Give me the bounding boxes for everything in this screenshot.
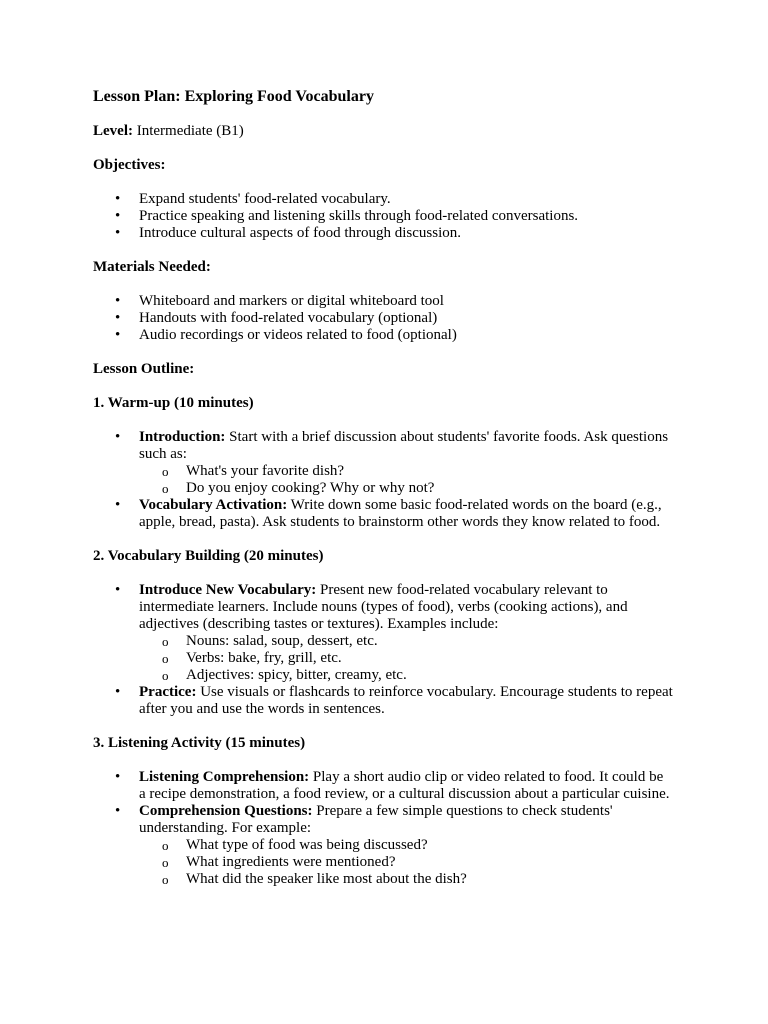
level-label: Level: xyxy=(93,123,133,139)
document-content xyxy=(93,86,673,905)
warmup-heading: 1. Warm-up (10 minutes) xyxy=(93,395,254,411)
sub-list-item: o Verbs: bake, fry, grill, etc. xyxy=(93,650,673,667)
outline-heading: Lesson Outline: xyxy=(93,361,195,377)
item-text: Play a short audio clip or video related to food. It could be a recipe demonstration, a food review, or a cultural discussion about a particular cuisine. xyxy=(139,769,670,802)
list-item xyxy=(93,769,673,803)
vocab-list xyxy=(93,582,673,718)
item-label: Introduction: xyxy=(139,429,226,445)
warmup-list xyxy=(93,429,673,531)
materials-heading: Materials Needed: xyxy=(93,259,211,275)
listening-list xyxy=(93,769,673,888)
sub-list-item: o What type of food was being discussed? xyxy=(93,837,673,854)
item-label: Listening Comprehension: xyxy=(139,769,310,785)
sub-list-item: o Do you enjoy cooking? Why or why not? xyxy=(93,480,673,497)
level-line xyxy=(93,123,673,140)
item-text: Prepare a few simple questions to check students' understanding. For example: xyxy=(139,803,613,836)
page-title: Lesson Plan: Exploring Food Vocabulary xyxy=(93,88,374,105)
item-text: Write down some basic food-related words on the board (e.g., apple, bread, pasta). Ask students to brainstorm other words they know related to food. xyxy=(139,497,662,530)
level-value: Intermediate (B1) xyxy=(132,123,244,139)
list-item: • Practice speaking and listening skills through food-related conversations. xyxy=(93,208,673,225)
item-text: Start with a brief discussion about students' favorite foods. Ask questions such as: xyxy=(139,429,669,462)
item-label: Vocabulary Activation: xyxy=(139,497,288,513)
item-text: Present new food-related vocabulary relevant to intermediate learners. Include nouns (types of food), verbs (cooking actions), and adjectives (describing tastes or textures). Examples include: xyxy=(139,582,628,632)
list-item: • Expand students' food-related vocabulary. xyxy=(93,191,673,208)
item-text: Use visuals or flashcards to reinforce vocabulary. Encourage students to repeat after you and use the words in sentences. xyxy=(139,684,673,717)
list-item xyxy=(93,497,673,531)
objectives-heading: Objectives: xyxy=(93,157,166,173)
sub-list-item: o What ingredients were mentioned? xyxy=(93,854,673,871)
list-item: • Handouts with food-related vocabulary (optional) xyxy=(93,310,673,327)
sub-list-item: o What's your favorite dish? xyxy=(93,463,673,480)
listening-heading: 3. Listening Activity (15 minutes) xyxy=(93,735,306,751)
item-label: Introduce New Vocabulary: xyxy=(139,582,317,598)
list-item: • Whiteboard and markers or digital whiteboard tool xyxy=(93,293,673,310)
list-item xyxy=(93,684,673,718)
list-item xyxy=(93,582,673,633)
sub-list-item: o What did the speaker like most about the dish? xyxy=(93,871,673,888)
sub-list-item: o Nouns: salad, soup, dessert, etc. xyxy=(93,633,673,650)
sub-list-item: o Adjectives: spicy, bitter, creamy, etc. xyxy=(93,667,673,684)
list-item: • Introduce cultural aspects of food through discussion. xyxy=(93,225,673,242)
item-label: Comprehension Questions: xyxy=(139,803,313,819)
list-item xyxy=(93,429,673,463)
list-item xyxy=(93,803,673,837)
list-item: • Audio recordings or videos related to food (optional) xyxy=(93,327,673,344)
vocab-heading: 2. Vocabulary Building (20 minutes) xyxy=(93,548,324,564)
item-label: Practice: xyxy=(139,684,197,700)
objectives-list xyxy=(93,191,673,242)
materials-list xyxy=(93,293,673,344)
